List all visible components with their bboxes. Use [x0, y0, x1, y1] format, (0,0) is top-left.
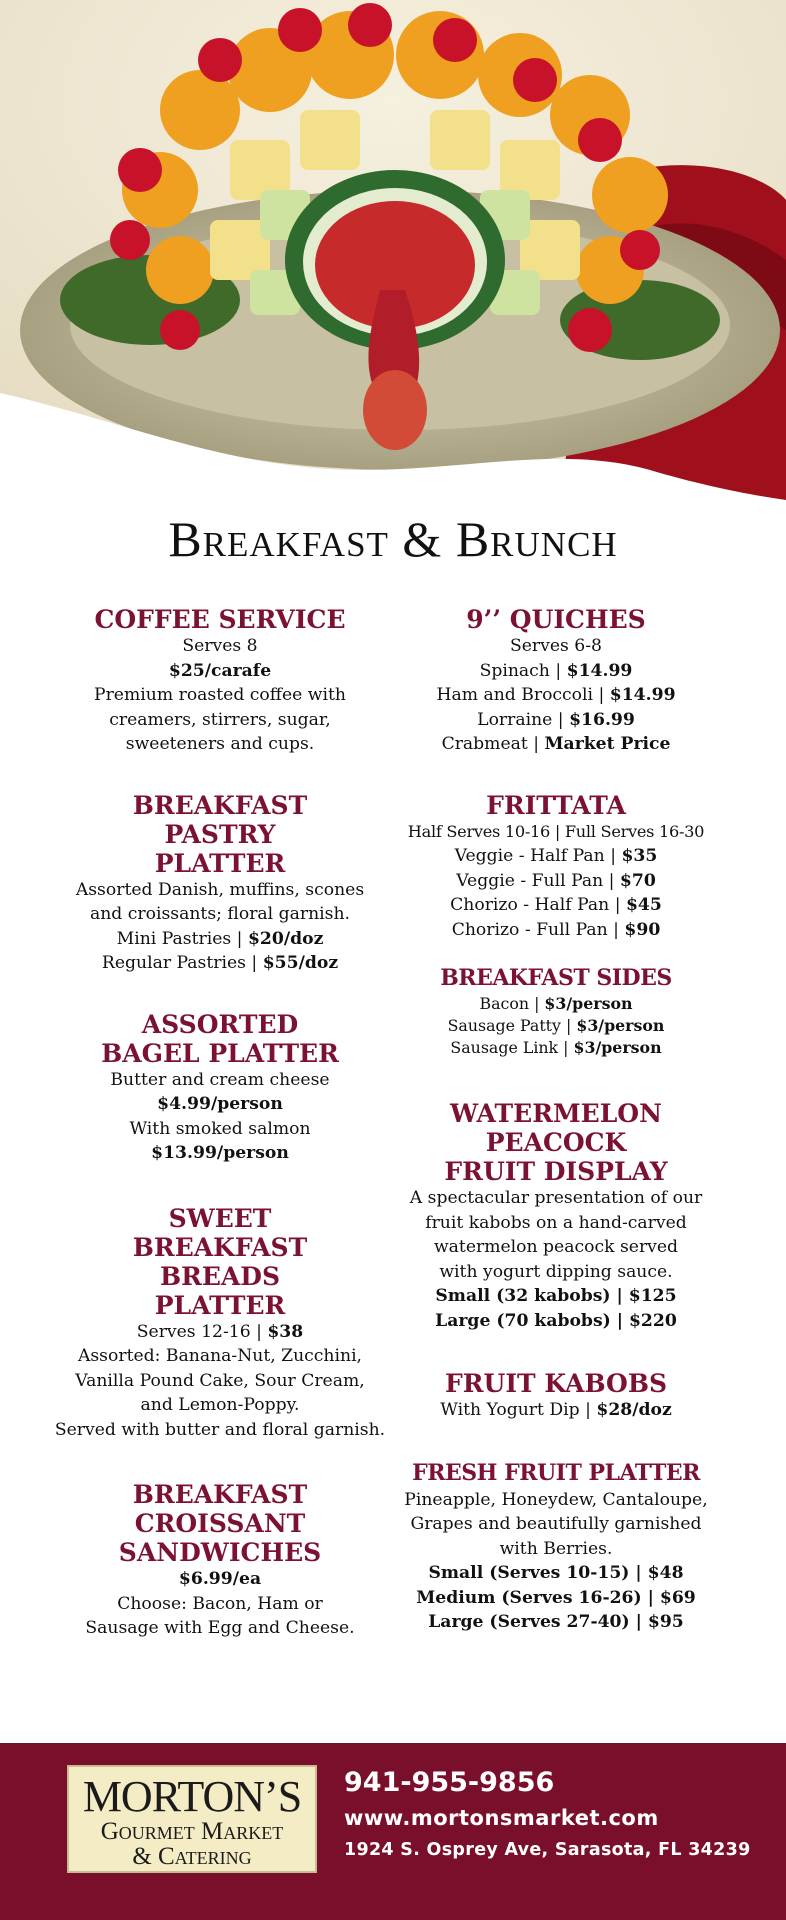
item-price: $3/person [576, 1016, 665, 1035]
menu-section [400, 1459, 712, 1635]
section-title: ASSORTED [141, 1009, 299, 1039]
section-title: PLATTER [154, 848, 286, 878]
section-title: PLATTER [154, 1290, 286, 1320]
menu-line: Serves 8 [182, 636, 258, 656]
item-price: $20/doz [247, 928, 324, 949]
menu-line [400, 918, 712, 943]
menu-line [400, 659, 712, 684]
menu-section [400, 605, 712, 757]
menu-line [40, 951, 400, 976]
item-label: Spinach | [479, 660, 567, 681]
section-title: FRUIT KABOBS [445, 1369, 667, 1398]
logo-line-2: Gourmet Market [100, 1818, 284, 1845]
item-price: $14.99 [566, 660, 633, 681]
menu-line: Assorted: Banana-Nut, Zucchini, [77, 1346, 363, 1366]
menu-line: sweeteners and cups. [125, 734, 315, 754]
menu-line [400, 708, 712, 733]
item-label: Bacon | [479, 994, 545, 1013]
item-label: Chorizo - Half Pan | [450, 895, 626, 915]
item-price: $28/doz [596, 1400, 672, 1420]
menu-line [400, 993, 712, 1015]
menu-line: Serves 6-8 [509, 636, 602, 656]
item-price: $55/doz [262, 953, 339, 973]
item-label: Large (Serves 27-40) | [428, 1612, 648, 1632]
menu-line: $25/carafe [168, 660, 272, 681]
item-label: Small (Serves 10-15) | [428, 1563, 648, 1583]
section-title: CROISSANT [134, 1509, 306, 1538]
item-price: $45 [625, 895, 662, 915]
menu-section [40, 1010, 400, 1166]
section-title: FRITTATA [486, 790, 626, 820]
menu-line: With smoked salmon [129, 1118, 311, 1139]
item-label: Chorizo - Full Pan | [451, 919, 625, 940]
menu-line: Butter and cream cheese [110, 1069, 330, 1090]
menu-line: with Berries. [499, 1538, 613, 1559]
right-menu-column [400, 605, 712, 1635]
section-title: BREAKFAST SIDES [440, 965, 672, 991]
section-title: FRESH FRUIT PLATTER [412, 1459, 700, 1486]
item-label: Ham and Broccoli | [436, 685, 610, 705]
item-price: $38 [267, 1321, 304, 1342]
menu-line [400, 1561, 712, 1586]
section-title: BAGEL PLATTER [101, 1038, 339, 1068]
menu-line: A spectacular presentation of our [409, 1188, 703, 1208]
footer-contact-bar [0, 1743, 786, 1920]
menu-line: Premium roasted coffee with [94, 685, 346, 705]
section-title: PASTRY [164, 819, 276, 849]
phone-number: 941-955-9856 [344, 1767, 555, 1798]
menu-section [400, 1099, 712, 1333]
menu-line [40, 1320, 400, 1345]
logo-line-3: & Catering [132, 1843, 252, 1870]
page-title: Breakfast & Brunch [168, 511, 618, 567]
menu-line: fruit kabobs on a hand-carved [425, 1212, 687, 1233]
menu-line: Sausage with Egg and Cheese. [85, 1618, 355, 1638]
item-price: $95 [647, 1612, 684, 1632]
menu-line [400, 1586, 712, 1611]
section-title: SANDWICHES [118, 1538, 322, 1567]
section-title: PEACOCK [485, 1128, 627, 1157]
section-title: WATERMELON [450, 1099, 662, 1128]
menu-line: Large (70 kabobs) | $220 [435, 1310, 677, 1331]
menu-section [40, 605, 400, 757]
menu-section [400, 791, 712, 943]
menu-line [400, 1037, 712, 1059]
item-label: Sausage Patty | [447, 1016, 577, 1035]
menu-section [400, 964, 712, 1059]
menu-line: Choose: Bacon, Ham or [117, 1593, 323, 1614]
section-title: BREAKFAST [132, 790, 308, 820]
menu-section [40, 791, 400, 976]
menu-line [400, 1398, 712, 1423]
menu-line: creamers, stirrers, sugar, [109, 709, 331, 730]
item-label: Veggie - Full Pan | [456, 870, 620, 891]
section-title: 9’’ QUICHES [466, 605, 646, 634]
item-label: Medium (Serves 16-26) | [416, 1587, 660, 1608]
menu-line: Half Serves 10-16 | Full Serves 16-30 [407, 821, 705, 841]
section-title: BREAKFAST [132, 1480, 308, 1509]
website-link[interactable]: www.mortonsmarket.com [344, 1806, 659, 1830]
menu-line: and Lemon-Poppy. [140, 1395, 300, 1415]
menu-line [40, 927, 400, 952]
item-label: Serves 12-16 | [136, 1321, 268, 1342]
item-price: $14.99 [609, 685, 676, 705]
left-menu-column [40, 605, 400, 1641]
item-label: Sausage Link | [450, 1038, 574, 1057]
menu-line: Vanilla Pound Cake, Sour Cream, [75, 1370, 365, 1391]
menu-section [40, 1480, 400, 1641]
section-title: FRUIT DISPLAY [444, 1157, 668, 1186]
menu-line: Pineapple, Honeydew, Cantaloupe, [404, 1489, 708, 1510]
item-price: Market Price [544, 734, 671, 754]
menu-line: $4.99/person [157, 1094, 283, 1114]
menu-line [400, 1610, 712, 1635]
menu-line: Served with butter and floral garnish. [54, 1419, 386, 1440]
menu-line [400, 869, 712, 894]
item-price: $3/person [573, 1038, 662, 1057]
street-address: 1924 S. Osprey Ave, Sarasota, FL 34239 [344, 1840, 751, 1860]
item-price: $35 [621, 846, 658, 866]
item-label: Crabmeat | [441, 734, 545, 754]
menu-line [400, 683, 712, 708]
menu-line: Assorted Danish, muffins, scones [75, 879, 365, 900]
item-label: Mini Pastries | [116, 928, 248, 949]
menu-line: $6.99/ea [178, 1569, 262, 1589]
menu-line: $13.99/person [151, 1143, 289, 1163]
item-price: $16.99 [569, 709, 635, 730]
item-label: Lorraine | [477, 709, 570, 730]
item-label: Veggie - Half Pan | [454, 846, 622, 866]
item-price: $3/person [544, 994, 633, 1013]
section-title: BREAKFAST [132, 1232, 308, 1262]
menu-line [400, 1015, 712, 1037]
item-label: Regular Pastries | [101, 953, 263, 973]
item-price: $90 [624, 919, 661, 940]
menu-line: with yogurt dipping sauce. [439, 1261, 673, 1282]
section-title: SWEET [168, 1203, 272, 1233]
menu-line: Grapes and beautifully garnished [410, 1514, 702, 1534]
menu-line: Small (32 kabobs) | $125 [435, 1286, 677, 1306]
menu-line [400, 844, 712, 869]
item-price: $70 [619, 870, 656, 891]
item-price: $48 [647, 1563, 684, 1583]
menu-section [40, 1204, 400, 1443]
menu-line: and croissants; floral garnish. [89, 904, 351, 924]
menu-section [400, 1369, 712, 1423]
section-title: BREADS [159, 1261, 281, 1291]
hero-photo-fruit-peacock [0, 0, 786, 505]
menu-line [400, 732, 712, 757]
item-label: With Yogurt Dip | [440, 1400, 597, 1420]
menu-line [400, 893, 712, 918]
section-title: COFFEE SERVICE [94, 605, 346, 634]
mortons-logo [67, 1765, 317, 1873]
item-price: $69 [659, 1587, 696, 1608]
logo-line-1: MORTON’S [82, 1772, 302, 1821]
menu-line: watermelon peacock served [433, 1237, 679, 1257]
